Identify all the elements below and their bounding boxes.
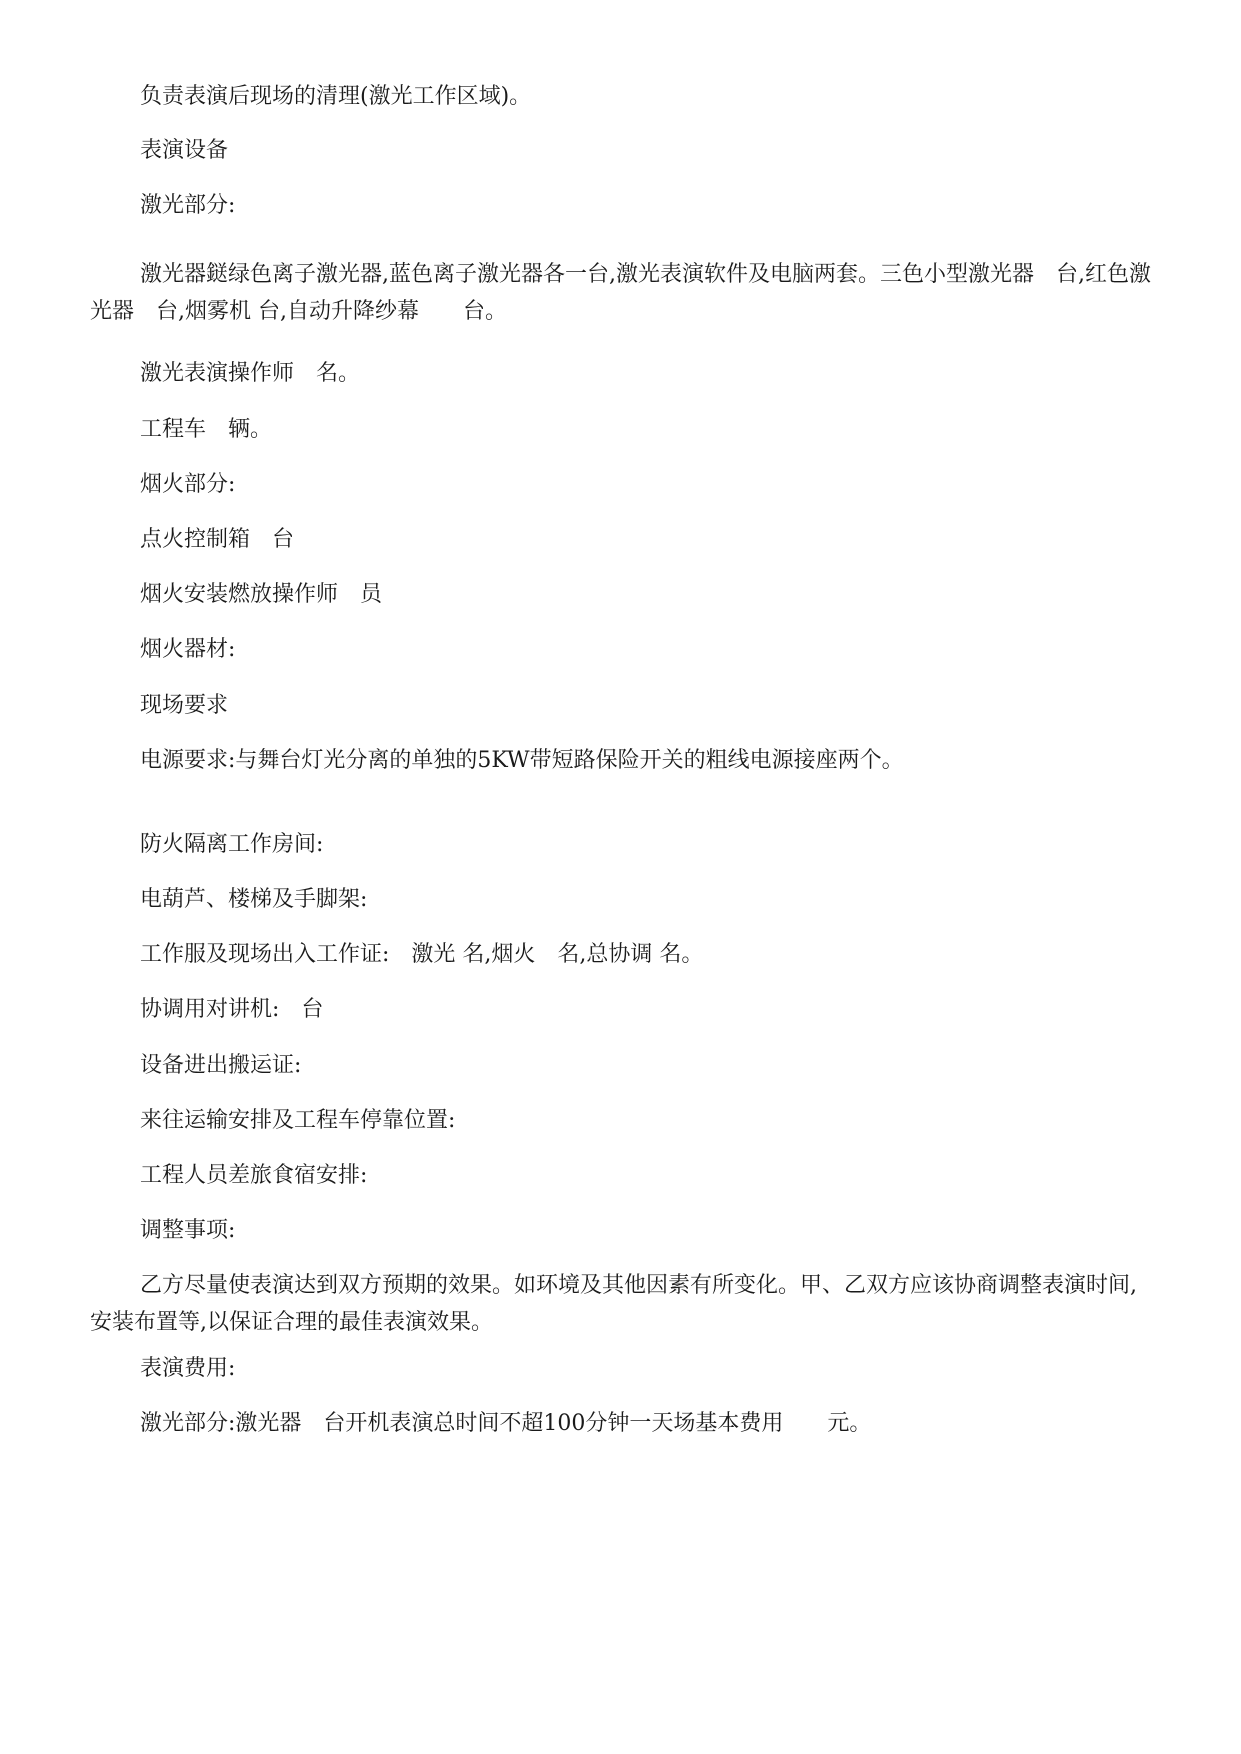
paragraph-fire-room: 防火隔离工作房间: <box>140 832 324 857</box>
paragraph-power-requirements: 电源要求:与舞台灯光分离的单独的5KW带短路保险开关的粗线电源接座两个。 <box>140 748 904 773</box>
paragraph-laser-fees: 激光部分:激光器 台开机表演总时间不超100分钟一天场基本费用 元。 <box>140 1411 872 1436</box>
paragraph-adjustments: 乙方尽量使表演达到双方预期的效果。如环境及其他因素有所变化。甲、乙双方应该协商调整表演时间,安装布置等,以保证合理的最佳表演效果。 <box>90 1273 1137 1335</box>
paragraph-ignition-box: 点火控制箱 台 <box>140 527 295 552</box>
paragraph-equipment-pass: 设备进出搬运证: <box>140 1053 302 1078</box>
paragraph-cleanup: 负责表演后现场的清理(激光工作区域)。 <box>140 84 532 109</box>
paragraph-transport: 来往运输安排及工程车停靠位置: <box>140 1108 456 1133</box>
paragraph-travel-lodging: 工程人员差旅食宿安排: <box>140 1163 368 1188</box>
paragraph-laser-operators: 激光表演操作师 名。 <box>140 361 361 386</box>
paragraph-work-passes: 工作服及现场出入工作证: 激光 名,烟火 名,总协调 名。 <box>140 942 704 967</box>
paragraph-hoist-ladders: 电葫芦、楼梯及手脚架: <box>140 887 368 912</box>
paragraph-laser-equipment: 激光器鎹绿色离子激光器,蓝色离子激光器各一台,激光表演软件及电脑两套。三色小型激光器 台,红色激光器 台,烟雾机 台,自动升降纱幕 台。 <box>90 262 1151 324</box>
paragraph-walkie-talkies: 协调用对讲机: 台 <box>140 997 324 1022</box>
paragraph-fireworks-staff: 烟火安装燃放操作师 员 <box>140 582 383 607</box>
paragraph-vehicles: 工程车 辆。 <box>140 417 273 442</box>
heading-fireworks-section: 烟火部分: <box>140 472 236 497</box>
heading-adjustments: 调整事项: <box>140 1218 236 1243</box>
heading-site-requirements: 现场要求 <box>140 693 229 718</box>
heading-laser-section: 激光部分: <box>140 193 236 218</box>
heading-equipment: 表演设备 <box>140 138 229 163</box>
heading-fees: 表演费用: <box>140 1356 236 1381</box>
paragraph-fireworks-materials: 烟火器材: <box>140 637 236 662</box>
